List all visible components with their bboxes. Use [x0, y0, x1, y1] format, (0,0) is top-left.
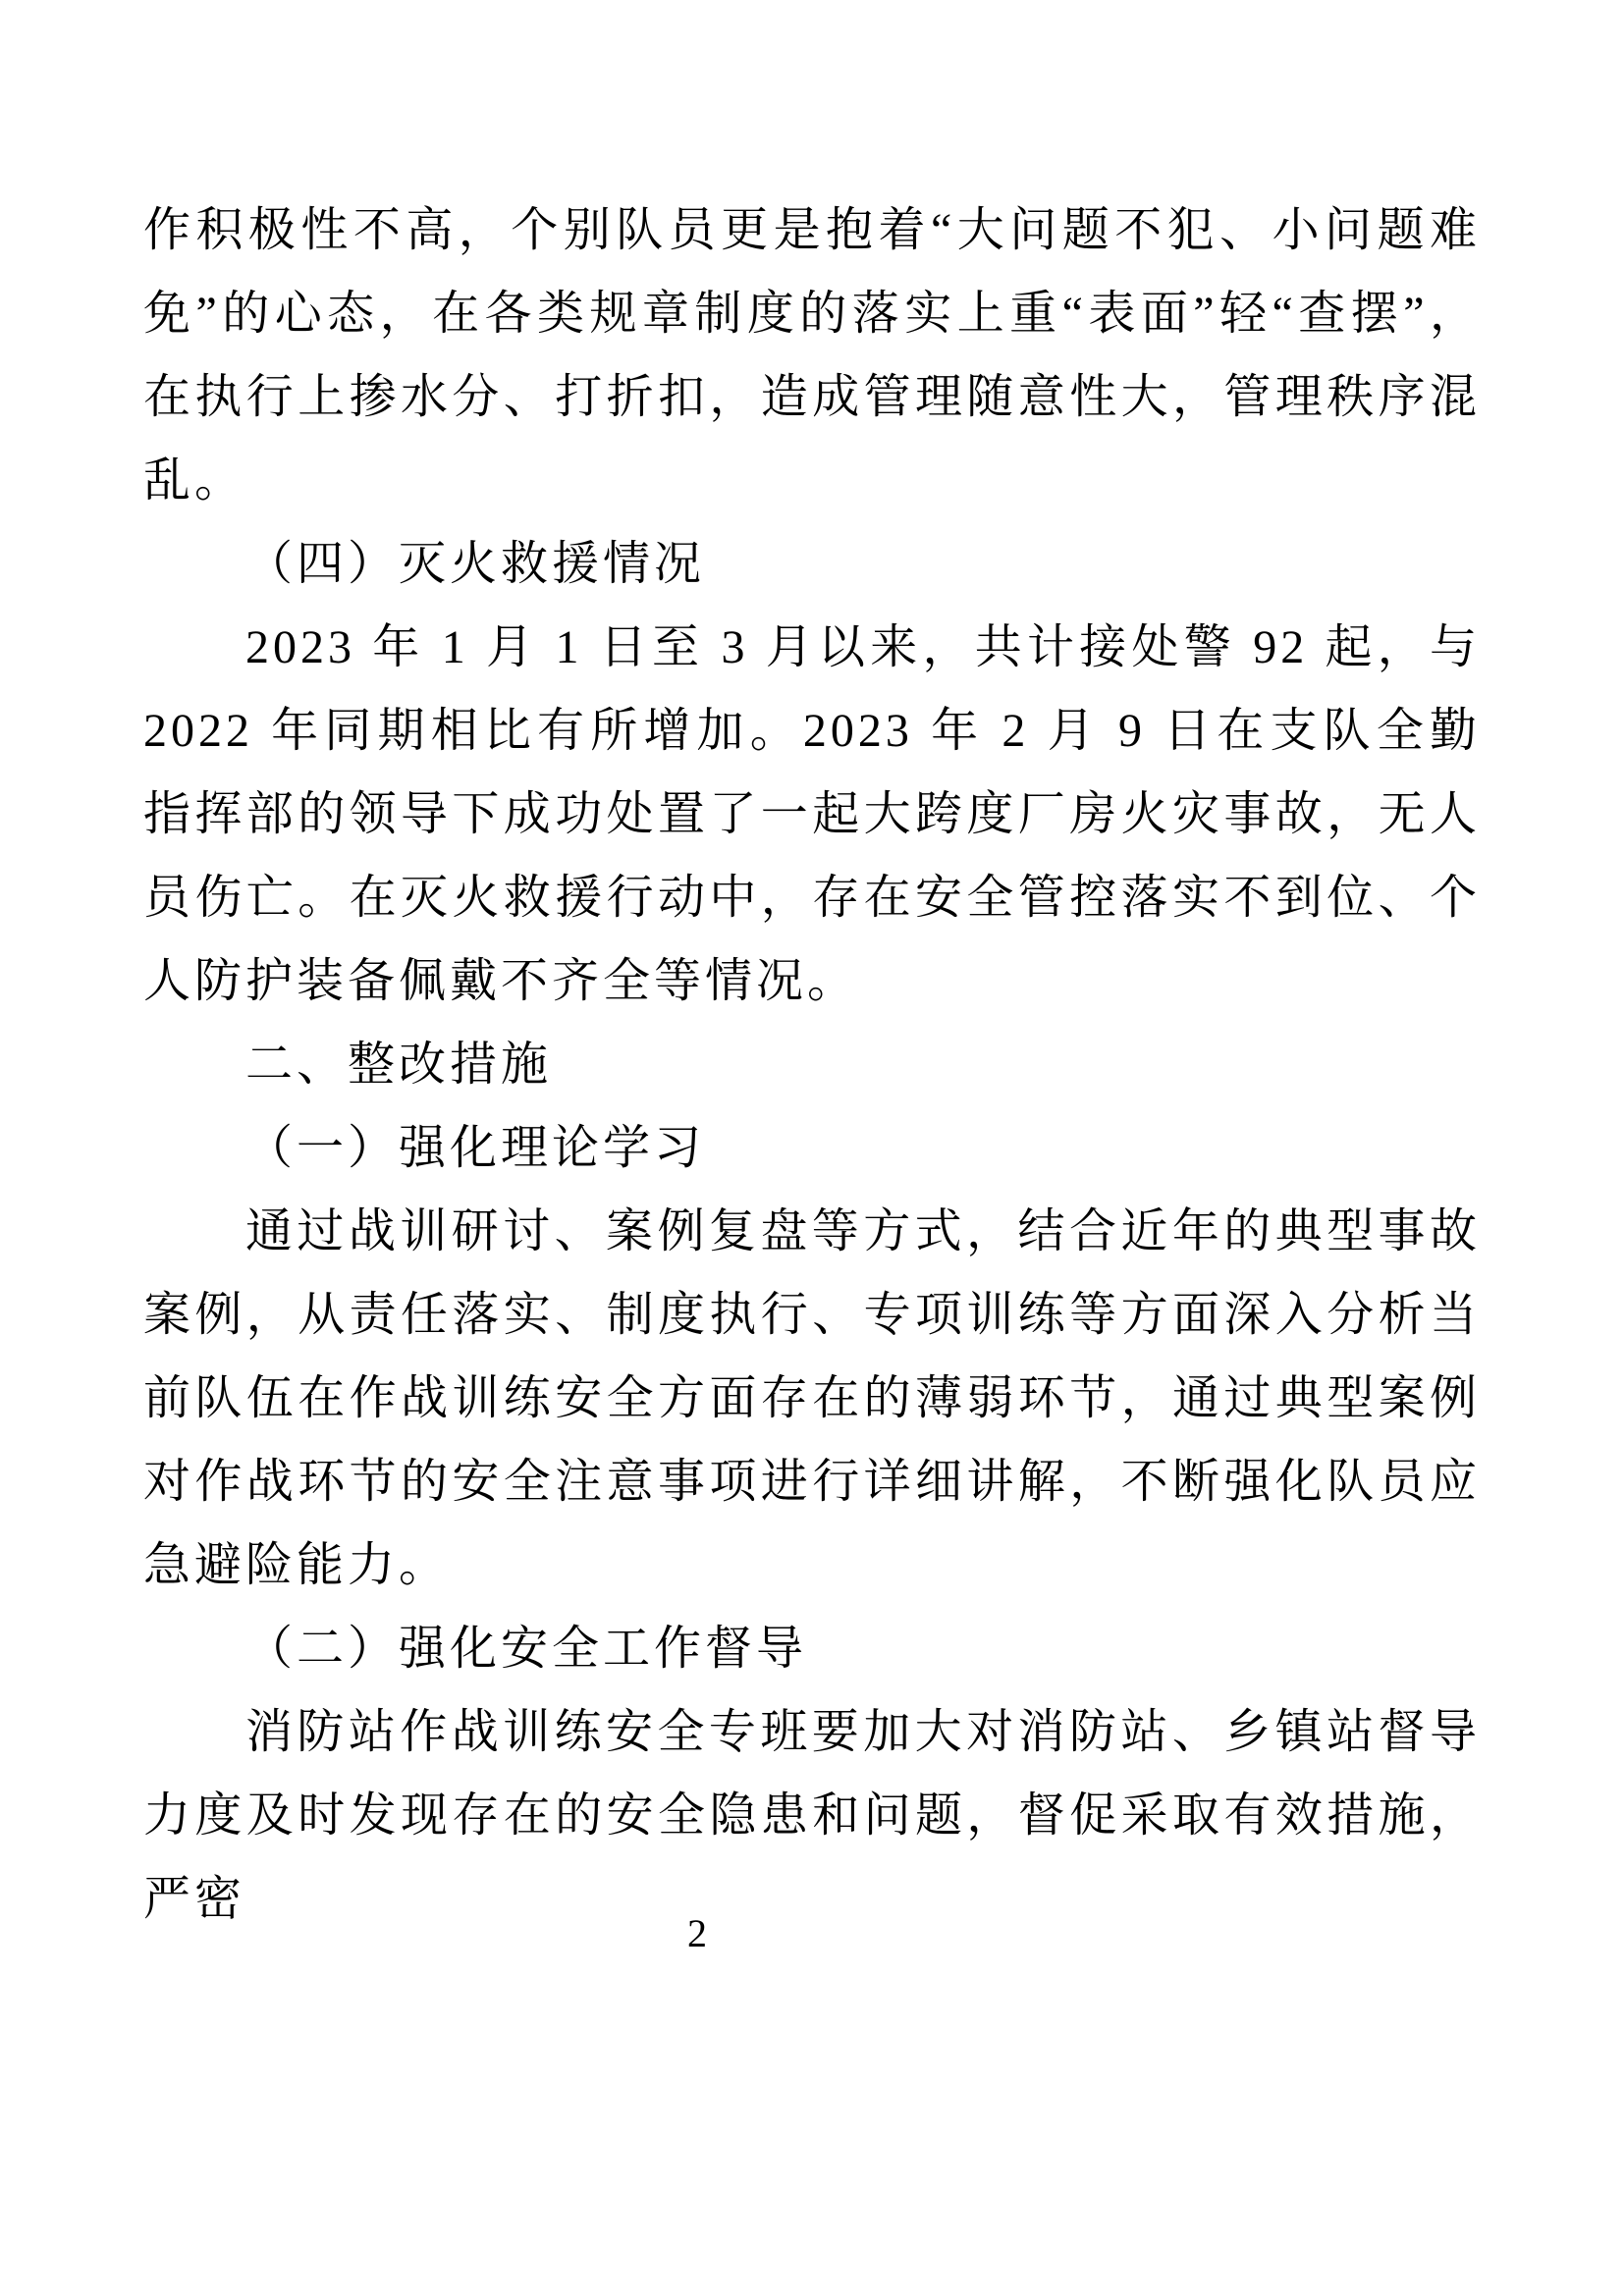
page-footer: [0, 1911, 1624, 1983]
paragraph-fire-rescue-status: 2023 年 1 月 1 日至 3 月以来，共计接处警 92 起，与 2022 年同期相比有所增加。2023 年 2 月 9 日在支队全勤指挥部的领导下成功处置了一起大跨度厂房火灾事故，无人员伤亡。在灭火救援行动中，存在安全管控落实不到位、个人防护装备佩戴不齐全等情况。: [143, 621, 1481, 1007]
heading-measure-two-supervision: （二）强化安全工作督导: [245, 1623, 808, 1675]
heading-measure-one-theory: （一）强化理论学习: [245, 1122, 706, 1174]
paragraph-safety-supervision: 消防站作战训练安全专班要加大对消防站、乡镇站督导力度及时发现存在的安全隐患和问题，督促采取有效措施，严密: [143, 1706, 1481, 1925]
paragraph-continuation: 作积极性不高，个别队员更是抱着“大问题不犯、小问题难免”的心态，在各类规章制度的落实上重“表面”轻“查摆”，在执行上掺水分、打折扣，造成管理随意性大，管理秩序混乱。: [143, 204, 1481, 507]
heading-part-two-measures: 二、整改措施: [245, 1039, 553, 1091]
heading-section-four-fire-rescue: （四）灭火救援情况: [245, 538, 706, 590]
page-number: 2: [687, 1911, 707, 1955]
paragraph-theory-study: 通过战训研讨、案例复盘等方式，结合近年的典型事故案例，从责任落实、制度执行、专项训练等方面深入分析当前队伍在作战训练安全方面存在的薄弱环节，通过典型案例对作战环节的安全注意事项进行详细讲解，不断强化队员应急避险能力。: [143, 1205, 1481, 1591]
document-body: [143, 188, 1481, 1941]
